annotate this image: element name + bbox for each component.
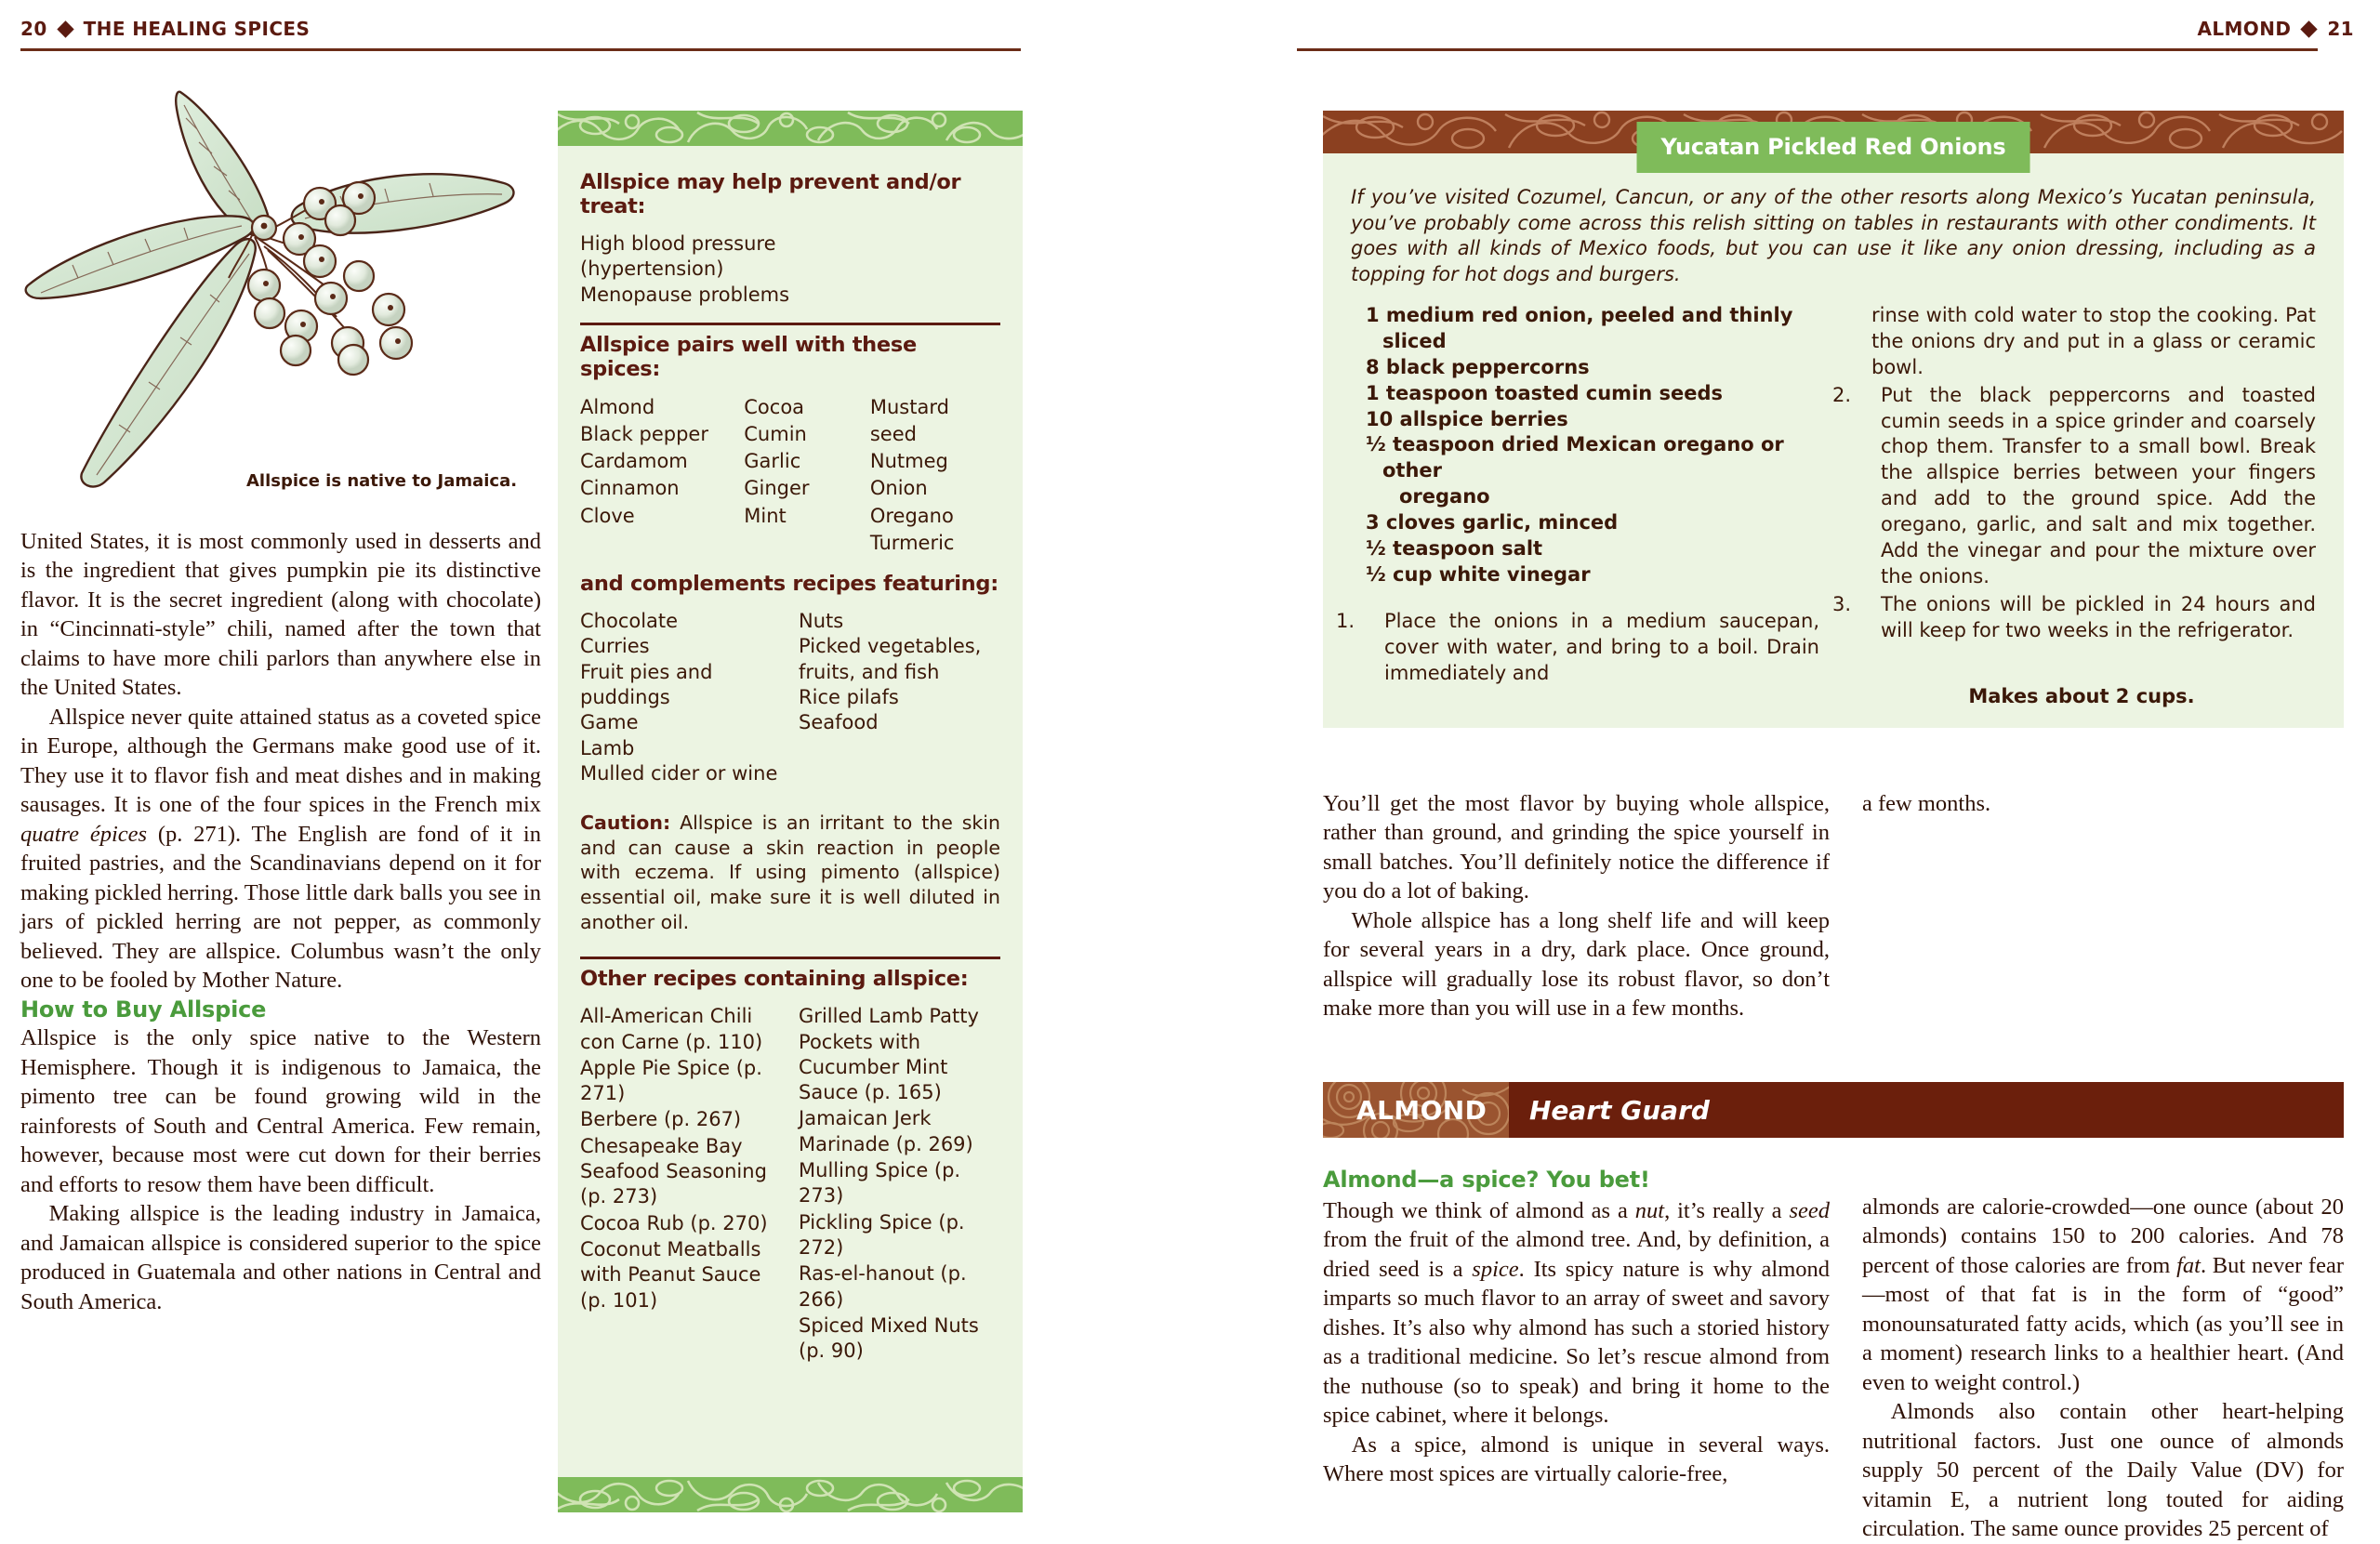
ingredient-continuation: oregano [1399, 485, 1490, 508]
recipe-body [1323, 153, 2344, 728]
recipe-link[interactable]: All-American Chili con Carne (p. 110) [580, 1005, 763, 1053]
text-run-italic: seed [1789, 1197, 1830, 1223]
spice-item: Ginger [744, 477, 810, 500]
text-run-italic: spice [1472, 1256, 1519, 1282]
ingredient: ½ teaspoon salt [1366, 537, 1543, 561]
allspice-facts-sidebar [558, 111, 1023, 1512]
recipe-link[interactable]: Cocoa Rub (p. 270) [580, 1211, 768, 1234]
sidebar-divider [580, 323, 1000, 325]
text-run: Though we think of almond as a [1323, 1197, 1635, 1223]
almond-section-header [1323, 1082, 2344, 1138]
almond-heading: Almond—a spice? You bet! [1323, 1167, 1650, 1193]
text-run: . But never fear—most of that fat is in the form of “good” monounsaturated fatty acids, which (as you’ll see in a moment) research links to a healthier heart. (And even to weight control.) [1862, 1252, 2344, 1395]
chapter-title: ALMOND [2197, 18, 2292, 40]
almond-right-run: almonds are calorie-crowded—one ounce (about 20 almonds) contains 150 to 200 calories. And 78 percent of those calories are from [1862, 1194, 2344, 1278]
paragraph: Whole allspice has a long shelf life and will keep for several years in a dry, dark place. Once ground, allspice will gradually lose its robust flavor, so don’t make more than you will use in a few months. [1323, 907, 1830, 1022]
ingredient: 1 medium red onion, peeled and thinly sliced [1366, 303, 1793, 352]
recipe-steps-left [1336, 609, 1819, 687]
spice-item: Cumin [744, 423, 807, 446]
ingredient: ½ teaspoon dried Mexican oregano or other [1366, 433, 1784, 482]
recipe-link[interactable]: Chesapeake Bay Seafood Seasoning (p. 273) [580, 1134, 767, 1208]
text-run: from the fruit of the almond tree. And, by definition, a dried seed is a [1323, 1227, 1830, 1282]
paragraph [20, 703, 541, 996]
recipe-link[interactable]: Grilled Lamb Patty Pockets with Cucumber Mint Sauce (p. 165) [799, 1005, 979, 1104]
recipe-link[interactable]: Berbere (p. 267) [580, 1108, 742, 1131]
spice-column-1 [580, 394, 744, 557]
text-run: Allspice never quite attained status as a coveted spice in Europe, although the Germans make good use of it. They use it to flavor fish and meat dishes and in making sausages. It is one of the four spices in the French mix [20, 704, 541, 818]
text-run-italic: nut [1634, 1197, 1665, 1223]
paragraph: You’ll get the most flavor by buying whole allspice, rather than ground, and grinding the spice yourself in small batches. You’ll definitely notice the difference if you do a lot of baking. [1323, 791, 1830, 904]
other-recipes-column-1 [580, 1004, 799, 1365]
complement-item: Nuts [799, 610, 844, 633]
running-head-right [1297, 15, 2380, 43]
post-recipe-text-right [1862, 789, 2344, 818]
sidebar-heading-pairs: Allspice pairs well with these spices: [580, 332, 917, 381]
text-run: . Its spicy nature is why almond imparts so much flavor to an array of sweet and savory dishes. It’s also why almond has such a storied history as a traditional medicine. So let’s rescue almond from the nuthouse (so to speak) and bring it home to the spice cabinet, where it belongs. [1323, 1256, 1831, 1429]
step-text: The onions will be pickled in 24 hours and will keep for two weeks in the refrigerator. [1881, 593, 2316, 641]
recipe-step [1832, 592, 2316, 644]
complement-item: Fruit pies and puddings [580, 660, 713, 708]
ingredient: 3 cloves garlic, minced [1366, 511, 1619, 534]
sidebar-heading-prevent: Allspice may help prevent and/or treat: [580, 170, 961, 218]
paragraph [1323, 1196, 1830, 1431]
ingredient: ½ cup white vinegar [1366, 563, 1591, 587]
almond-tagline: Heart Guard [1529, 1094, 1710, 1126]
text-run: (p. 271). The English are fond of it in fruited pastries, and the Scandinavians depend on it for making pickled herring. Those little dark balls you see in jars of pickled herring are not pepper, as commonly believed. They are allspice. Columbus wasn’t the only one to be fooled by Mother Nature. [20, 821, 541, 994]
recipe-link[interactable]: Ras-el-hanout (p. 266) [799, 1262, 967, 1311]
ingredient: 1 teaspoon toasted cumin seeds [1366, 381, 1724, 404]
spice-item: Nutmeg [869, 450, 948, 473]
condition-item: Menopause problems [580, 283, 790, 306]
caution-label: Caution: [580, 812, 671, 835]
spice-item: Cocoa [744, 395, 805, 418]
spice-item: Cardamom [580, 450, 688, 473]
recipe-step-continuation: rinse with cold water to stop the cooking. Pat the onions dry and put in a glass or ceramic bowl. [1871, 303, 2316, 378]
spice-item: Clove [580, 504, 635, 527]
step-text: Put the black peppercorns and toasted cumin seeds in a spice grinder and coarsely chop them. Transfer to a small bowl. Break the allspice berries between your fingers and add to the ground spice. Add the oregano, garlic, and salt and mix together. Add the vinegar and pour the mixture over the onions. [1881, 383, 2316, 588]
spice-item: Almond [580, 395, 655, 418]
text-run-italic: fat [2176, 1252, 2201, 1278]
post-recipe-text-left [1323, 789, 1830, 1023]
recipe-yield: Makes about 2 cups. [1968, 684, 2195, 707]
spice-item: Turmeric [869, 531, 955, 554]
sidebar-divider [580, 957, 1000, 959]
spice-pairing-columns [580, 394, 1000, 557]
other-recipes-columns [580, 1004, 1000, 1365]
recipe-link[interactable]: Jamaican Jerk Marinade (p. 269) [799, 1107, 973, 1155]
spice-column-3 [870, 394, 1000, 557]
book-title: THE HEALING SPICES [83, 18, 311, 40]
recipe-box [1323, 111, 2344, 728]
complement-item: Rice pilafs [799, 685, 899, 708]
complement-item: Picked vegetables, fruits, and fish [799, 635, 982, 683]
paragraph-continuation [1862, 1193, 2344, 1397]
section-heading-how-to-buy: How to Buy Allspice [20, 996, 267, 1023]
recipe-step [1336, 609, 1819, 687]
condition-item: (hypertension) [580, 257, 724, 281]
spice-item: Cinnamon [580, 477, 680, 500]
complement-item: Curries [580, 635, 650, 658]
spice-item: Black pepper [580, 423, 708, 446]
step-text: Place the onions in a medium saucepan, cover with water, and bring to a boil. Drain immediately and [1384, 610, 1819, 684]
recipe-link[interactable]: Coconut Meatballs with Peanut Sauce (p. 101) [580, 1237, 761, 1312]
floral-band-bottom [558, 1477, 1023, 1512]
step-number: 3. [1832, 593, 1852, 616]
complement-item: Seafood [799, 711, 879, 734]
running-head-rule-left [20, 48, 1021, 51]
recipe-link[interactable]: Mulling Spice (p. 273) [799, 1159, 961, 1207]
spice-item: Mint [744, 504, 787, 527]
running-head-left [0, 15, 1297, 43]
almond-name: ALMOND [1356, 1094, 1488, 1126]
text-run-italic: quatre épices [20, 821, 148, 847]
complements-column-2 [799, 609, 1000, 786]
caution-note [580, 811, 1000, 934]
complements-column-1 [580, 609, 799, 786]
paragraph [1323, 1431, 1830, 1489]
complement-item: Mulled cider or wine [580, 761, 778, 785]
recipe-columns [1336, 303, 2316, 707]
page-number-left: 20 [20, 18, 47, 40]
recipe-step [1832, 383, 2316, 590]
spice-item: Garlic [744, 450, 801, 473]
caution-text: Allspice is an irritant to the skin and can cause a skin reaction in people with eczema. If using pimento (allspice) essential oil, make sure it is well diluted in another oil. [580, 812, 1000, 933]
recipe-link[interactable]: Spiced Mixed Nuts (p. 90) [799, 1313, 979, 1363]
ingredient: 8 black peppercorns [1366, 355, 1590, 378]
complement-item: Lamb [580, 736, 635, 759]
diamond-icon [2301, 20, 2318, 37]
recipe-title: Yucatan Pickled Red Onions [1637, 122, 2030, 173]
almond-text-right [1862, 1193, 2344, 1544]
ingredient: 10 allspice berries [1366, 407, 1568, 430]
spice-item: Mustard seed [869, 395, 949, 446]
allspice-branch-illustration [20, 64, 541, 510]
running-head-rule-right [1297, 48, 2318, 51]
illustration-caption: Allspice is native to Jamaica. [246, 471, 518, 491]
left-main-text [20, 527, 541, 1316]
text-run: As a spice, almond is unique in several ways. Where most spices are virtually calorie-free, [1323, 1432, 1830, 1487]
recipe-left-column [1336, 303, 1819, 707]
text-run: , it’s really a [1664, 1197, 1790, 1223]
right-page [1297, 0, 2380, 1542]
step-number: 1. [1336, 610, 1355, 633]
paragraph: United States, it is most commonly used in desserts and is the ingredient that gives pumpkin pie its distinctive flavor. It is the secret ingredient (along with chocolate) in “Cincinnati-style” chili, named after the town that claims to have more chili parlors than anywhere else in the United States. [20, 529, 541, 701]
paragraph-continuation: a few months. [1862, 791, 1991, 816]
sidebar-heading-complements: and complements recipes featuring: [580, 572, 998, 597]
recipe-link[interactable]: Pickling Spice (p. 272) [799, 1210, 965, 1259]
paragraph: Allspice is the only spice native to the Western Hemisphere. Though it is indigenous to Jamaica, the pimento tree can be found growing wild in the rainforests of South and Central America. Few remain, however, because most were cut down for their berries and efforts to resow them have been difficult. [20, 1025, 541, 1197]
step-number: 2. [1832, 383, 1852, 406]
condition-item: High blood pressure [580, 232, 776, 255]
recipe-intro: If you’ve visited Cozumel, Cancun, or any of the other resorts along Mexico’s Yucatan peninsula, you’ve probably come across this relish sitting on tables in restaurants with other condiments. It goes with all kinds of Mexico foods, but you can use it like any onion dressing, including as a topping for hot dogs and burgers. [1351, 186, 2316, 286]
complement-item: Game [580, 711, 639, 734]
spice-item: Oregano [869, 504, 954, 527]
other-recipes-column-2 [799, 1004, 1000, 1365]
complements-columns [580, 609, 1000, 786]
complement-item: Chocolate [580, 610, 679, 633]
almond-text-left [1323, 1166, 1830, 1489]
diamond-icon [57, 20, 73, 37]
recipe-link[interactable]: Apple Pie Spice (p. 271) [580, 1056, 762, 1105]
spice-item: Onion [869, 477, 928, 500]
floral-band-top [558, 111, 1023, 146]
sidebar-heading-other-recipes: Other recipes containing allspice: [580, 967, 969, 992]
sidebar-content [558, 146, 1023, 1365]
paragraph: Making allspice is the leading industry in Jamaica, and Jamaican allspice is considered superior to the spice produced in Guatemala and other nations in Central and South America. [20, 1201, 541, 1314]
spice-column-2 [744, 394, 870, 557]
recipe-right-column [1832, 303, 2316, 707]
page-number-right: 21 [2327, 18, 2354, 40]
paragraph: Almonds also contain other heart-helping nutritional factors. Just one ounce of almonds supply 50 percent of the Daily Value (DV) for vitamin E, a nutrient long touted for aiding circulation. The same ounce provides 25 percent of [1862, 1399, 2344, 1542]
